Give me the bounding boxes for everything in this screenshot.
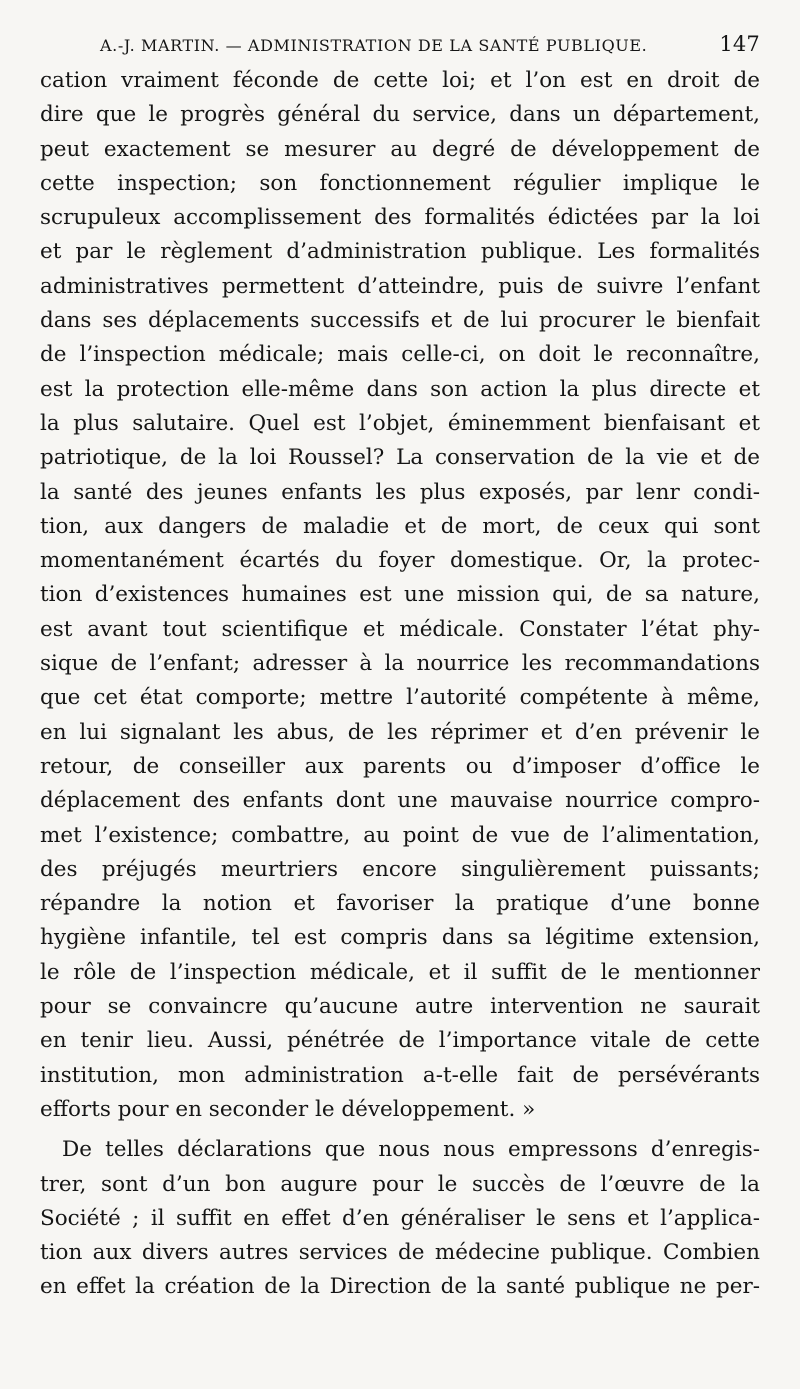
text-line: De telles déclarations que nous nous empressons d’enregis- bbox=[62, 1137, 760, 1163]
text-line: momentanément écartés du foyer domestique. Or, la protec- bbox=[40, 548, 760, 574]
text-line: tion d’existences humaines est une mission qui, de sa nature, bbox=[40, 582, 760, 608]
text-line: hygiène infantile, tel est compris dans sa légitime extension, bbox=[40, 925, 760, 951]
text-line: institution, mon administration a-t-elle fait de persévérants bbox=[40, 1062, 760, 1088]
text-line: répandre la notion et favoriser la pratique d’une bonne bbox=[40, 891, 760, 917]
text-line: scrupuleux accomplissement des formalités édictées par la loi bbox=[40, 205, 760, 231]
text-line: patriotique, de la loi Roussel? La conservation de la vie et de bbox=[40, 445, 760, 471]
text-line: trer, sont d’un bon augure pour le succès de l’œuvre de la bbox=[40, 1171, 760, 1197]
text-line: administratives permettent d’atteindre, puis de suivre l’enfant bbox=[40, 273, 760, 299]
text-line: de l’inspection médicale; mais celle-ci, on doit le reconnaître, bbox=[40, 342, 760, 368]
text-line: en effet la création de la Direction de la santé publique ne per- bbox=[40, 1274, 760, 1300]
text-line: cette inspection; son fonctionnement régulier implique le bbox=[40, 170, 760, 196]
paragraph-1 bbox=[40, 64, 760, 1127]
text-line: en lui signalant les abus, de les réprimer et d’en prévenir le bbox=[40, 719, 760, 745]
text-line: est la protection elle-même dans son action la plus directe et bbox=[40, 376, 760, 402]
body-text bbox=[40, 64, 760, 1305]
text-line: que cet état comporte; mettre l’autorité compétente à même, bbox=[40, 685, 760, 711]
text-line: sique de l’enfant; adresser à la nourrice les recommandations bbox=[40, 651, 760, 677]
text-line: peut exactement se mesurer au degré de développement de bbox=[40, 136, 760, 162]
text-line: efforts pour en seconder le développement. » bbox=[40, 1096, 536, 1122]
text-line: pour se convaincre qu’aucune autre intervention ne saurait bbox=[40, 994, 760, 1020]
text-line: en tenir lieu. Aussi, pénétrée de l’importance vitale de cette bbox=[40, 1028, 760, 1054]
text-line: le rôle de l’inspection médicale, et il suffit de le mentionner bbox=[40, 959, 760, 985]
running-header bbox=[100, 32, 760, 60]
text-line: des préjugés meurtriers encore singulièrement puissants; bbox=[40, 856, 760, 882]
text-line: dans ses déplacements successifs et de lui procurer le bienfait bbox=[40, 308, 760, 334]
text-line: tion aux divers autres services de médecine publique. Combien bbox=[40, 1240, 760, 1266]
page-number: 147 bbox=[719, 32, 760, 56]
text-line: Société ; il suffit en effet d’en généraliser le sens et l’applica- bbox=[40, 1205, 760, 1231]
running-title: A.-J. MARTIN. — ADMINISTRATION DE LA SANTÉ PUBLIQUE. bbox=[100, 36, 648, 55]
text-line: déplacement des enfants dont une mauvaise nourrice compro- bbox=[40, 788, 760, 814]
paragraph-2 bbox=[40, 1133, 760, 1304]
text-line: met l’existence; combattre, au point de vue de l’alimentation, bbox=[40, 822, 760, 848]
text-line: est avant tout scientifique et médicale. Constater l’état phy- bbox=[40, 616, 760, 642]
text-line: retour, de conseiller aux parents ou d’imposer d’office le bbox=[40, 753, 760, 779]
text-line: et par le règlement d’administration publique. Les formalités bbox=[40, 239, 760, 265]
text-line: tion, aux dangers de maladie et de mort, de ceux qui sont bbox=[40, 513, 760, 539]
text-line: dire que le progrès général du service, dans un département, bbox=[40, 102, 760, 128]
text-line: la plus salutaire. Quel est l’objet, éminemment bienfaisant et bbox=[40, 410, 760, 436]
text-line: la santé des jeunes enfants les plus exposés, par lenr condi- bbox=[40, 479, 760, 505]
text-line: cation vraiment féconde de cette loi; et l’on est en droit de bbox=[40, 68, 760, 93]
